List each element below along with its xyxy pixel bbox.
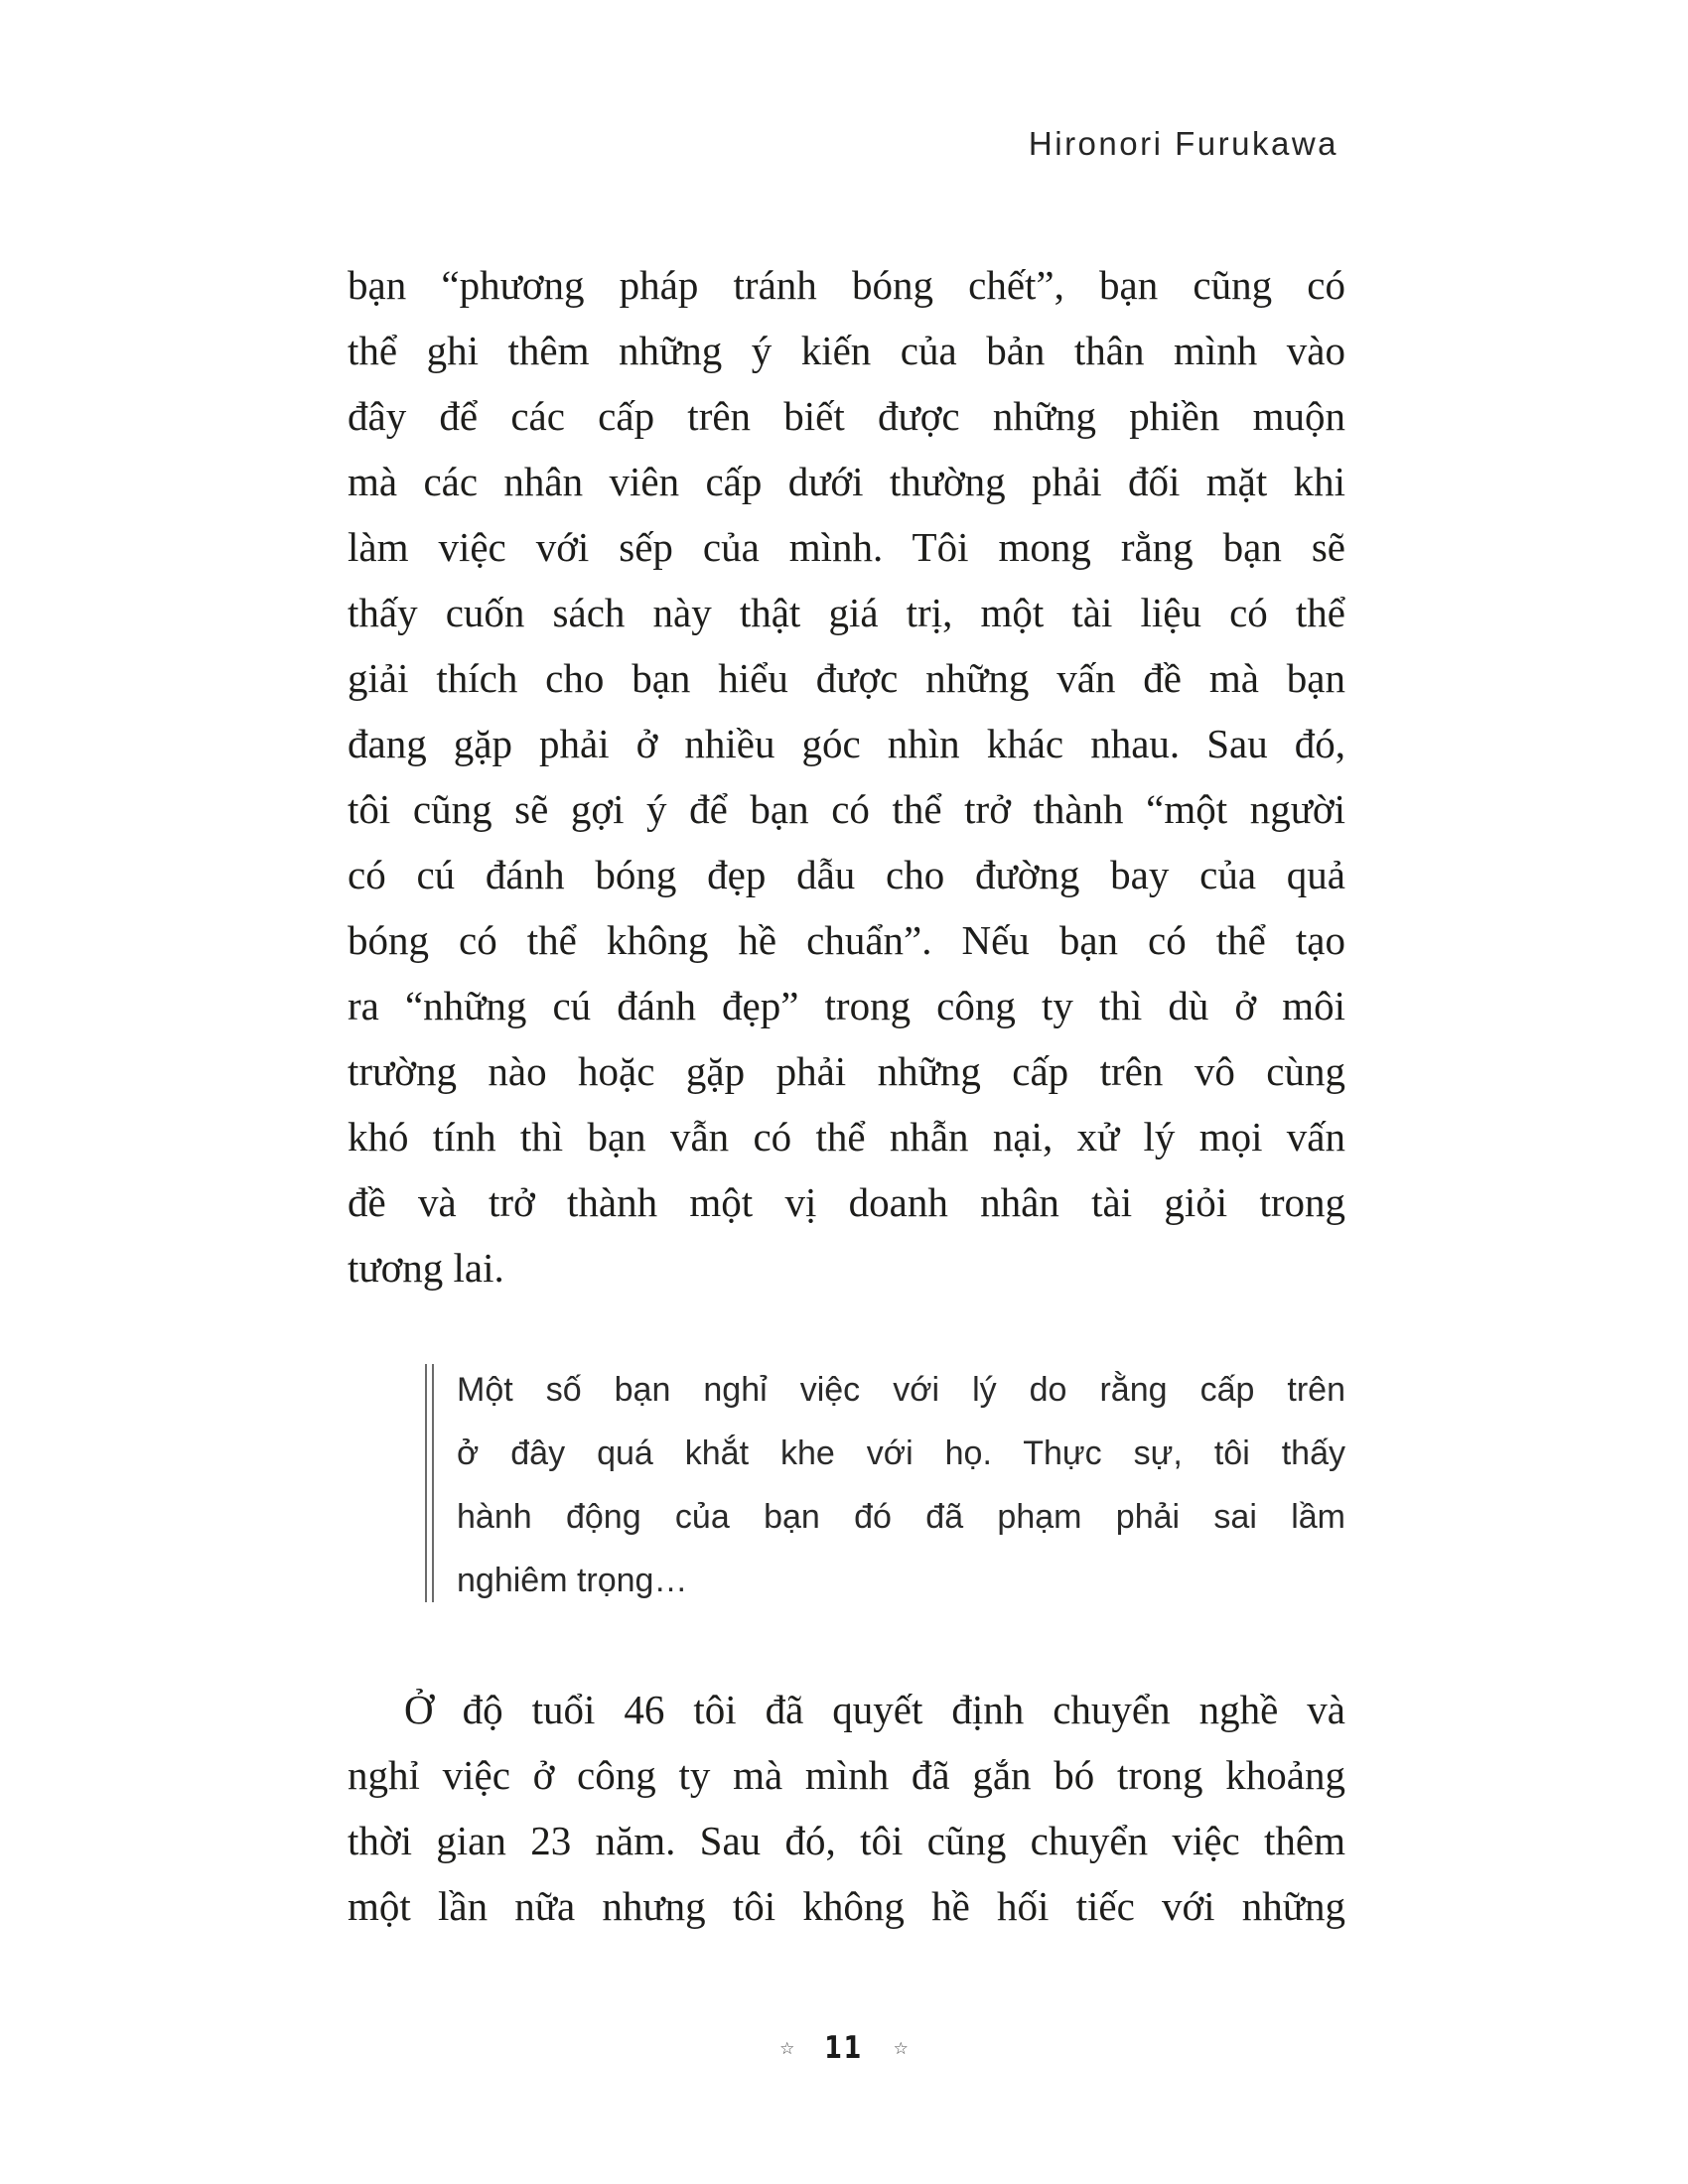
text-line: thể ghi thêm những ý kiến của bản thân mình vào — [348, 328, 1345, 373]
text-line: bạn “phương pháp tránh bóng chết”, bạn cũng có — [348, 262, 1345, 308]
text-line: tôi cũng sẽ gợi ý để bạn có thể trở thành “một người — [348, 786, 1345, 832]
text-line: trường nào hoặc gặp phải những cấp trên vô cùng — [348, 1048, 1345, 1094]
text-line: đây để các cấp trên biết được những phiền muộn — [348, 393, 1345, 439]
text-line: tương lai. — [348, 1245, 504, 1291]
star-ornament-right-icon: ☆ — [893, 2039, 909, 2058]
text-line: khó tính thì bạn vẫn có thể nhẫn nại, xử lý mọi vấn — [348, 1114, 1345, 1160]
text-line: thời gian 23 năm. Sau đó, tôi cũng chuyển việc thêm — [348, 1818, 1345, 1863]
text-line: giải thích cho bạn hiểu được những vấn đề mà bạn — [348, 655, 1345, 701]
blockquote-left-rule — [425, 1364, 434, 1602]
text-line: mà các nhân viên cấp dưới thường phải đối mặt khi — [348, 459, 1345, 504]
text-line: hành động của bạn đó đã phạm phải sai lầm — [457, 1498, 1345, 1536]
text-line: một lần nữa nhưng tôi không hề hối tiếc với những — [348, 1883, 1345, 1929]
text-line: đang gặp phải ở nhiều góc nhìn khác nhau. Sau đó, — [348, 721, 1345, 766]
text-line: ở đây quá khắt khe với họ. Thực sự, tôi thấy — [457, 1434, 1345, 1472]
text-line: thấy cuốn sách này thật giá trị, một tài liệu có thể — [348, 590, 1345, 635]
page-footer — [0, 2030, 1688, 2066]
text-line: Một số bạn nghỉ việc với lý do rằng cấp trên — [457, 1371, 1345, 1409]
paragraph-2 — [348, 1677, 1345, 1939]
paragraph-1 — [348, 252, 1345, 1300]
text-line: có cú đánh bóng đẹp dẫu cho đường bay của quả — [348, 852, 1345, 897]
text-line: bóng có thể không hề chuẩn”. Nếu bạn có thể tạo — [348, 917, 1345, 963]
blockquote-text — [457, 1358, 1345, 1612]
text-line: làm việc với sếp của mình. Tôi mong rằng bạn sẽ — [348, 524, 1345, 570]
text-line: nghỉ việc ở công ty mà mình đã gắn bó trong khoảng — [348, 1752, 1345, 1798]
star-ornament-left-icon: ☆ — [779, 2039, 795, 2058]
page-number: 11 — [824, 2030, 864, 2066]
text-line: ra “những cú đánh đẹp” trong công ty thì dù ở môi — [348, 983, 1345, 1028]
running-head-author: Hironori Furukawa — [1028, 125, 1338, 162]
text-line: nghiêm trọng… — [457, 1562, 688, 1599]
text-line: đề và trở thành một vị doanh nhân tài giỏi trong — [348, 1179, 1345, 1225]
text-line: Ở độ tuổi 46 tôi đã quyết định chuyển nghề và — [404, 1687, 1345, 1732]
